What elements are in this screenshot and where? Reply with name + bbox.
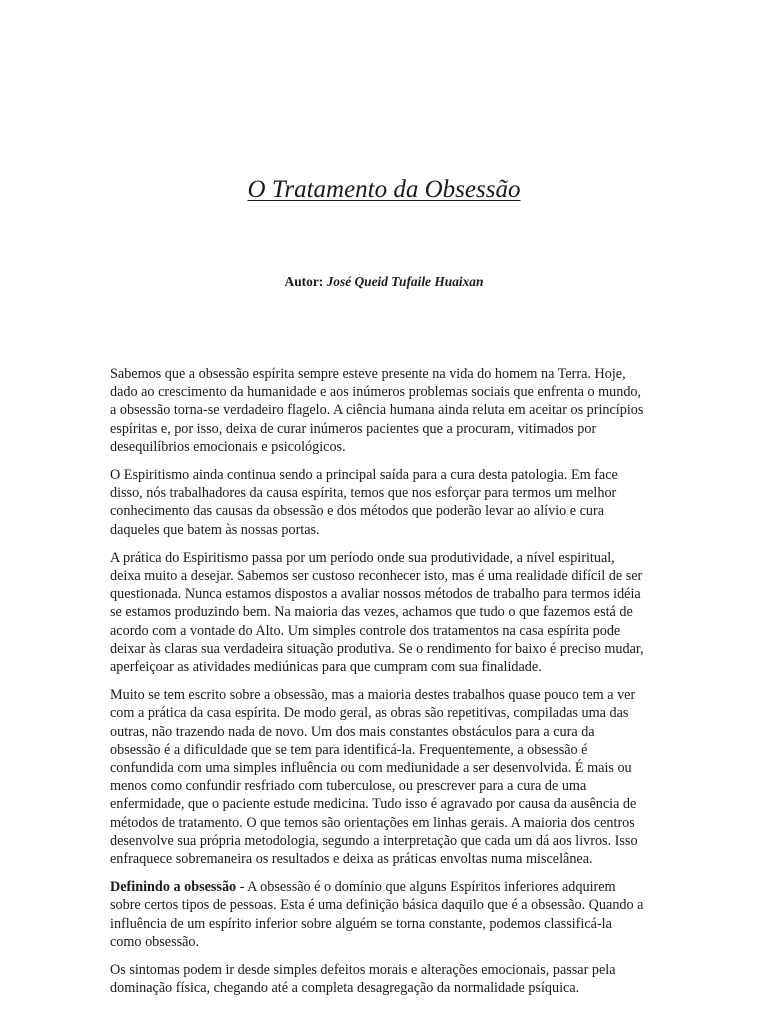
text-line: menos como confundir resfriado com tuberculose, ou prescrever para a cura de uma — [110, 778, 587, 795]
paragraph-3 — [110, 549, 696, 676]
text-line: questionada. Nunca estamos dispostos a avaliar nossos métodos de trabalho para termos idéia — [110, 586, 641, 603]
paragraph-5 — [110, 878, 696, 951]
text-line: enfermidade, que o paciente estude medicina. Tudo isso é agravado por causa da ausência de — [110, 796, 637, 813]
text-line: obsessão é a dificuldade que se tem para identificá-la. Frequentemente, a obsessão é — [110, 741, 588, 758]
text-line: daqueles que batem às nossas portas. — [110, 521, 320, 538]
document-title: O Tratamento da Obsessão — [247, 176, 521, 203]
text-line: espíritas e, por isso, deixa de curar inúmeros pacientes que a procuram, vitimados por — [110, 420, 597, 437]
paragraph-1 — [110, 365, 696, 456]
text-line: A prática do Espiritismo passa por um período onde sua produtividade, a nível espiritual, — [110, 549, 615, 566]
document-body — [110, 365, 696, 1008]
text-line: conhecimento das causas da obsessão e dos métodos que poderão levar ao alívio e cura — [110, 503, 605, 520]
text-line: Os sintomas podem ir desde simples defeitos morais e alterações emocionais, passar pela — [110, 962, 616, 979]
text-line: confundida com uma simples influência ou com mediunidade a ser desenvolvida. É mais ou — [110, 760, 632, 777]
text-line: disso, nós trabalhadores da causa espírita, temos que nos esforçar para termos um melhor — [110, 485, 617, 502]
text-line: deixa muito a desejar. Sabemos ser custoso reconhecer isto, mas é uma realidade difícil de ser — [110, 568, 643, 585]
text-line: métodos de tratamento. O que temos são orientações em linhas gerais. A maioria dos centros — [110, 814, 635, 831]
text-line: outras, não trazendo nada de novo. Um dos mais constantes obstáculos para a cura da — [110, 723, 595, 740]
author-name: José Queid Tufaile Huaixan — [326, 274, 484, 289]
text-line: se estamos produzindo bem. Na maioria das vezes, achamos que tudo o que fazemos está de — [110, 604, 633, 621]
text-line: dominação física, chegando até a completa desagregação da normalidade psíquica. — [110, 980, 580, 997]
text-line: deixar às claras sua verdadeira situação produtiva. Se o rendimento for baixo é preciso mudar, — [110, 640, 644, 657]
author-line — [0, 274, 768, 290]
text-line: desenvolve sua própria metodologia, segundo a interpretação que cada um dá aos livros. Isso — [110, 832, 638, 849]
text-line: aperfeiçoar as atividades mediúnicas para que cumpram com sua finalidade. — [110, 659, 542, 676]
text-line: com a prática da casa espírita. De modo geral, as obras são repetitivas, compiladas uma das — [110, 705, 629, 722]
author-label: Autor: — [284, 274, 324, 289]
text-line: Muito se tem escrito sobre a obsessão, mas a maioria destes trabalhos quase pouco tem a ver — [110, 687, 636, 704]
text-line-rest: - A obsessão é o domínio que alguns Espíritos inferiores adquirem — [236, 879, 616, 896]
text-line: dado ao crescimento da humanidade e aos inúmeros problemas sociais que enfrenta o mundo, — [110, 384, 642, 401]
paragraph-6 — [110, 961, 696, 997]
text-line: O Espiritismo ainda continua sendo a principal saída para a cura desta patologia. Em face — [110, 467, 618, 484]
paragraph-4 — [110, 686, 696, 868]
text-line: enfraquece sobremaneira os resultados e deixa as práticas envoltas numa miscelânea. — [110, 851, 593, 868]
text-line — [110, 878, 696, 896]
text-line: acordo com a vontade do Alto. Um simples controle dos tratamentos na casa espírita pode — [110, 622, 621, 639]
paragraph-2 — [110, 466, 696, 539]
text-line: a obsessão torna-se verdadeiro flagelo. A ciência humana ainda reluta em aceitar os princípios — [110, 402, 644, 419]
section-lead-term: Definindo a obsessão — [110, 879, 237, 896]
text-line: Sabemos que a obsessão espírita sempre esteve presente na vida do homem na Terra. Hoje, — [110, 366, 626, 382]
text-line: como obsessão. — [110, 933, 200, 950]
text-line: influência de um espírito inferior sobre alguém se torna constante, podemos classificá-la — [110, 915, 612, 932]
text-line: sobre certos tipos de pessoas. Esta é uma definição básica daquilo que é a obsessão. Quando a — [110, 897, 644, 914]
text-line: desequilíbrios emocionais e psicológicos. — [110, 438, 346, 455]
